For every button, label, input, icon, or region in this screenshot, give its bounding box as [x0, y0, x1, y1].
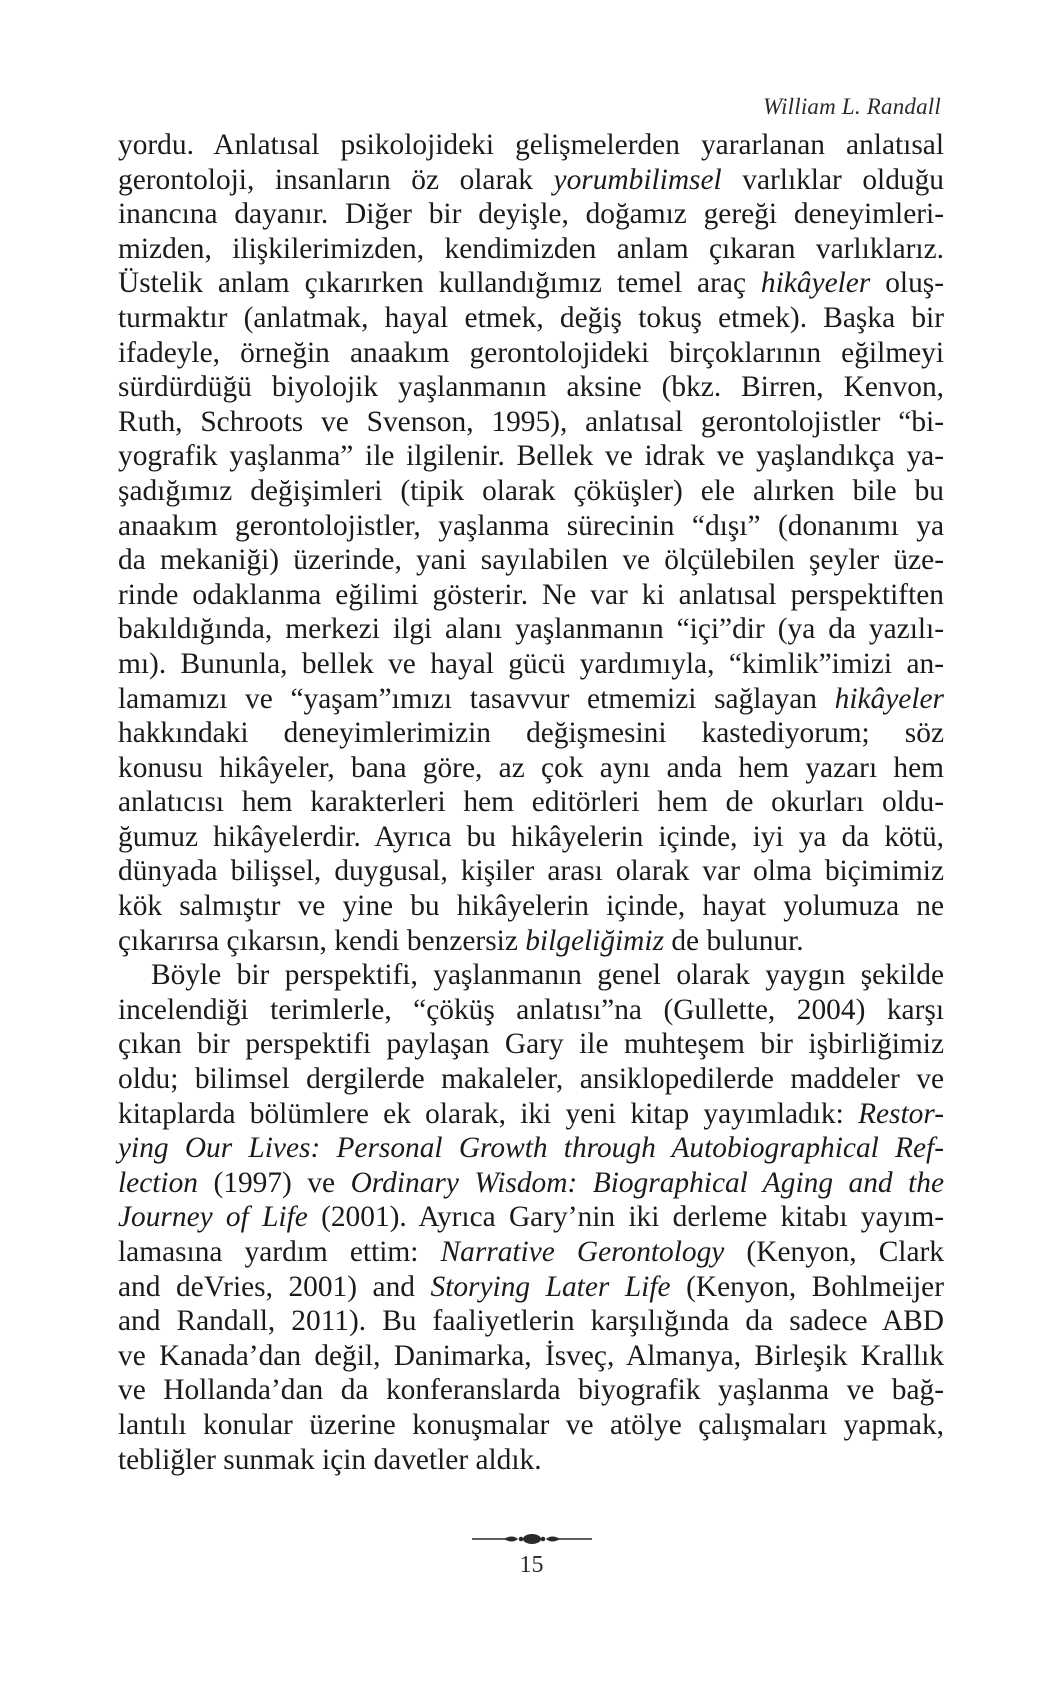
text-run: tebliğler sunmak için davetler aldık.	[118, 1443, 542, 1476]
text-run: ifadeyle, örneğin anaakım gerontolojideki birçoklarının eğilmeyi	[118, 336, 944, 369]
text-line	[118, 336, 944, 371]
text-run: Böyle bir perspektifi, yaşlanmanın genel olarak yaygın şekilde	[151, 959, 944, 992]
text-run: lantılı konular üzerine konuşmalar ve atölye çalışmaları yapmak,	[118, 1408, 944, 1441]
text-run: and deVries, 2001) and	[118, 1270, 431, 1303]
text-run: turmaktır (anlatmak, hayal etmek, değiş tokuş etmek). Başka bir	[118, 301, 944, 334]
text-line	[118, 1027, 944, 1062]
text-line	[118, 163, 944, 198]
text-line	[118, 1443, 944, 1478]
text-run: and Randall, 2011). Bu faaliyetlerin karşılığında da sadece ABD	[118, 1305, 944, 1338]
text-line	[118, 682, 944, 717]
text-run: Üstelik anlam çıkarırken kullandığımız temel araç	[118, 267, 761, 300]
text-line	[118, 785, 944, 820]
text-run: gerontoloji, insanların öz olarak	[118, 163, 554, 196]
text-line	[118, 958, 944, 993]
text-run: mizden, ilişkilerimizden, kendimizden anlam çıkaran varlıklarız.	[118, 232, 944, 265]
italic-text: Journey of Life	[118, 1201, 308, 1234]
text-run: inancına dayanır. Diğer bir deyişle, doğamız gereği deneyimleri-	[118, 198, 944, 231]
text-run: dünyada bilişsel, duygusal, kişiler arası olarak var olma biçimimiz	[118, 855, 944, 888]
text-run: konusu hikâyeler, bana göre, az çok aynı anda hem yazarı hem	[118, 751, 944, 784]
text-line	[118, 1200, 944, 1235]
text-line	[118, 370, 944, 405]
text-line	[118, 820, 944, 855]
italic-text: hikâyeler	[760, 267, 871, 300]
text-run: ve Kanada’dan değil, Danimarka, İsveç, Almanya, Birleşik Krallık	[118, 1339, 944, 1372]
text-line	[118, 1270, 944, 1305]
text-run: mı). Bununla, bellek ve hayal gücü yardımıyla, “kimlik”imizi an-	[118, 647, 944, 680]
text-line	[118, 1131, 944, 1166]
italic-text: Restor-	[858, 1097, 944, 1130]
text-run: çıkan bir perspektifi paylaşan Gary ile muhteşem bir işbirliğimiz	[118, 1028, 944, 1061]
italic-text: Ordinary Wisdom: Biographical Aging and the	[350, 1166, 945, 1199]
text-line	[118, 924, 944, 959]
text-line	[118, 1373, 944, 1408]
text-line	[118, 405, 944, 440]
text-run: rinde odaklanma eğilimi gösterir. Ne var ki anlatısal perspektiften	[118, 578, 944, 611]
text-run: çıkarırsa çıkarsın, kendi benzersiz	[118, 924, 526, 957]
text-line	[118, 474, 944, 509]
text-line	[118, 1062, 944, 1097]
text-line	[118, 1339, 944, 1374]
text-run: lamamızı ve “yaşam”ımızı tasavvur etmemizi sağlayan	[118, 682, 835, 715]
text-run: (2001). Ayrıca Gary’nin iki derleme kitabı yayım-	[307, 1201, 945, 1234]
text-run: ve Hollanda’dan da konferanslarda biyografik yaşlanma ve bağ-	[118, 1374, 944, 1407]
text-run: (1997) ve	[197, 1166, 351, 1199]
text-line	[118, 1408, 944, 1443]
text-run: hakkındaki deneyimlerimizin değişmesini kastediyorum; söz	[118, 717, 944, 750]
italic-text: hikâyeler	[834, 682, 944, 715]
text-line	[118, 612, 944, 647]
text-run: de bulunur.	[664, 924, 804, 957]
running-head: William L. Randall	[762, 94, 941, 119]
text-run: ğumuz hikâyelerdir. Ayrıca bu hikâyelerin içinde, iyi ya da kötü,	[118, 820, 944, 853]
text-run: yografik yaşlanma” ile ilgilenir. Bellek ve idrak ve yaşlandıkça ya-	[118, 440, 944, 473]
text-run: (Kenyon, Clark	[724, 1236, 944, 1268]
text-run: oluş-	[870, 267, 944, 300]
text-run: anaakım gerontolojistler, yaşlanma sürecinin “dışı” (donanımı ya	[118, 509, 944, 542]
page-number: 15	[519, 1552, 544, 1578]
text-run: kök salmıştır ve yine bu hikâyelerin içinde, hayat yolumuza ne	[118, 890, 944, 923]
body-text	[118, 128, 944, 1477]
text-run: lamasına yardım ettim:	[118, 1236, 441, 1268]
paragraph	[118, 958, 944, 1477]
text-line	[118, 854, 944, 889]
text-line	[118, 1304, 944, 1339]
text-run: anlatıcısı hem karakterleri hem editörleri hem de okurları oldu-	[118, 786, 944, 819]
text-run: bakıldığında, merkezi ilgi alanı yaşlanmanın “içi”dir (ya da yazılı-	[118, 613, 944, 646]
text-run: da mekaniği) üzerinde, yani sayılabilen ve ölçülebilen şeyler üze-	[118, 544, 944, 577]
italic-text: lection	[118, 1166, 198, 1199]
text-run: varlıklar olduğu	[721, 163, 944, 196]
text-line	[118, 1166, 944, 1201]
text-run: yordu. Anlatısal psikolojideki gelişmelerden yararlanan anlatısal	[118, 129, 944, 161]
text-line	[118, 266, 944, 301]
text-run: şadığımız değişimleri (tipik olarak çöküşler) ele alırken bile bu	[118, 474, 944, 507]
text-line	[118, 1235, 944, 1270]
italic-text: Storying Later Life	[430, 1270, 671, 1303]
text-line	[118, 751, 944, 786]
text-line	[118, 543, 944, 578]
text-run: oldu; bilimsel dergilerde makaleler, ansiklopedilerde maddeler ve	[118, 1063, 944, 1096]
text-line	[118, 716, 944, 751]
text-line	[118, 578, 944, 613]
text-line	[118, 1097, 944, 1132]
paragraph	[118, 128, 944, 958]
italic-text: Narrative Gerontology	[440, 1236, 725, 1268]
italic-text: bilgeliğimiz	[525, 924, 665, 957]
text-run: incelendiği terimlerle, “çöküş anlatısı”na (Gullette, 2004) karşı	[118, 993, 944, 1026]
text-line	[118, 993, 944, 1028]
text-line	[118, 197, 944, 232]
italic-text: yorumbilimsel	[553, 163, 722, 196]
text-run: (Kenyon, Bohlmeijer	[670, 1270, 944, 1303]
text-line	[118, 509, 944, 544]
text-run: Ruth, Schroots ve Svenson, 1995), anlatısal gerontolojistler “bi-	[118, 405, 944, 438]
text-line	[118, 889, 944, 924]
text-run: kitaplarda bölümlere ek olarak, iki yeni kitap yayımladık:	[118, 1097, 859, 1130]
text-line	[118, 301, 944, 336]
text-line	[118, 232, 944, 267]
text-run: sürdürdüğü biyolojik yaşlanmanın aksine (bkz. Birren, Kenvon,	[118, 371, 944, 404]
ornamental-divider-icon	[470, 1532, 594, 1546]
text-line	[118, 439, 944, 474]
text-line	[118, 128, 944, 163]
text-line	[118, 647, 944, 682]
italic-text: ying Our Lives: Personal Growth through Autobiographical Ref-	[118, 1132, 944, 1165]
